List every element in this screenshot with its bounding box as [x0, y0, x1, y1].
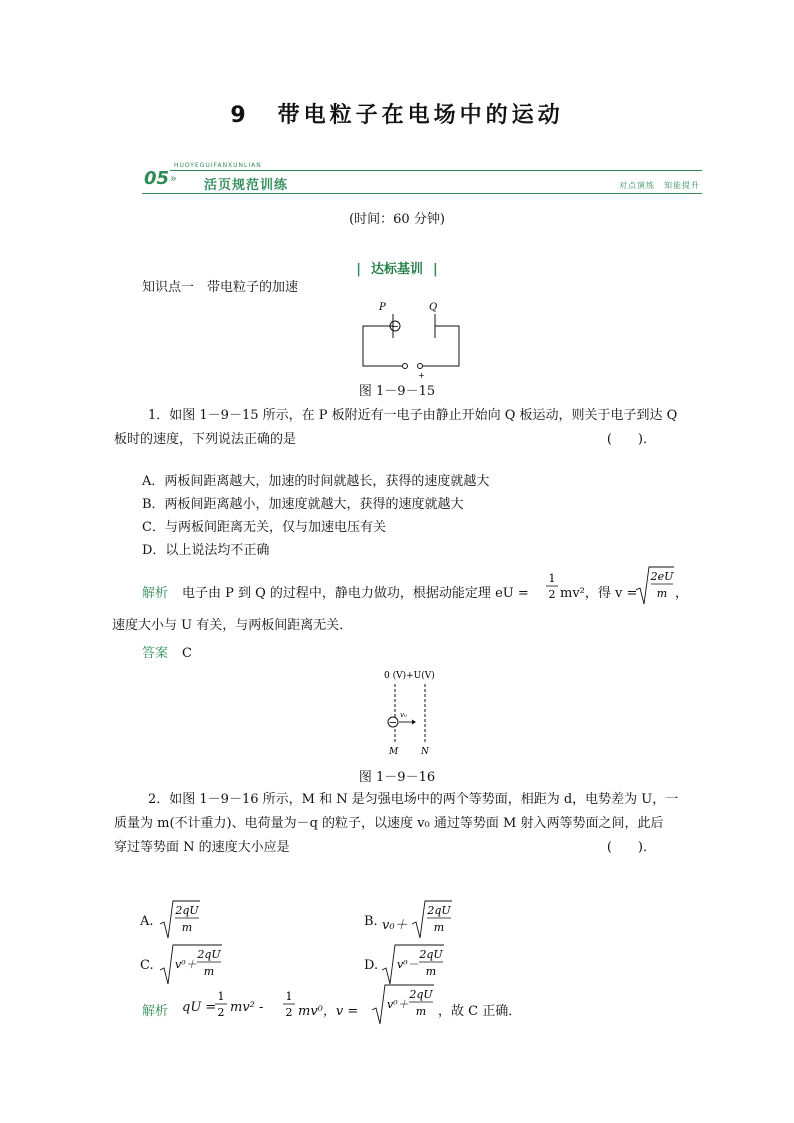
fraction-den: 2 [285, 1006, 293, 1019]
q2-analysis [142, 990, 702, 1034]
q2-option-b-sqrt [410, 898, 454, 942]
q1-answer-label: 答案 [142, 646, 169, 661]
q1-stem [114, 404, 702, 452]
section-heading [0, 258, 794, 277]
q1-line-1: 1．如图 1－9－15 所示，在 P 板附近有一电子由静止开始向 Q 板运动，则关于电子到达 Q [148, 408, 678, 423]
terminal-right [418, 364, 423, 369]
section-pipe-left: | [356, 262, 361, 277]
figure-caption-2: 图 1－9－16 [358, 770, 436, 785]
terminal-plus-label: + [418, 371, 425, 378]
q1-options [142, 470, 702, 562]
wire-right [423, 326, 459, 366]
q1-line-2: 板时的速度，下列说法正确的是 [114, 432, 297, 447]
fraction-half-2 [214, 986, 228, 1026]
q2-option-c-label: C. [140, 958, 154, 973]
q2-analysis-sqrt [370, 982, 436, 1028]
fraction-den: 2 [548, 588, 556, 601]
banner-number: 05 [144, 168, 170, 189]
banner-line-top [170, 170, 702, 171]
q1-line-2-row [114, 428, 704, 452]
sqrt-num: 2eU [650, 570, 674, 583]
sqrt-num: 2qU [409, 988, 433, 1001]
q2-option-b-label: B. [364, 914, 378, 929]
q1-answer [142, 642, 192, 666]
q2-line-1: 2．如图 1－9－16 所示，M 和 N 是匀强电场中的两个等势面，相距为 d，电势差为 U，一 [148, 792, 679, 807]
velocity-label: v₀ [400, 711, 407, 719]
q2-options [140, 898, 700, 992]
electron-charge: − [390, 321, 400, 333]
fraction-half-1 [545, 568, 559, 608]
q1-analysis-part1: 电子由 P 到 Q 的过程中，静电力做功，根据动能定理 eU = [182, 586, 529, 601]
sqrt-den: m [415, 1005, 427, 1018]
sqrt-v0sq-minus: v⁰－ [397, 958, 419, 971]
q2-analysis-label: 解析 [142, 1004, 169, 1019]
section-pipe-right: | [433, 262, 438, 277]
q1-analysis-part3: ， [675, 586, 689, 601]
sqrt-den: m [656, 587, 668, 600]
q2-option-a-sqrt [158, 898, 202, 942]
section-label: 达标基训 [370, 262, 423, 277]
q1-bracket: ( )． [606, 432, 656, 447]
q1-analysis [142, 572, 702, 612]
banner-label: 活页规范训练 [204, 178, 289, 193]
q2-analysis-c: mv⁰，v = [298, 1004, 359, 1019]
title-number: 9 [230, 103, 250, 128]
sqrt-2eU-over-m [634, 564, 674, 608]
arrow-head-icon [412, 720, 416, 725]
fraction-half-3 [282, 986, 296, 1026]
figure-1-9-16 [380, 666, 460, 762]
fraction-num: 1 [217, 990, 225, 1003]
q2-option-a-label: A. [140, 914, 154, 929]
q1-analysis-part2: mv²，得 v = [560, 586, 638, 601]
topic-heading: 知识点一 带电粒子的加速 [142, 280, 299, 295]
q2-analysis-a: qU = [182, 1000, 217, 1015]
q2-line-3-row [114, 836, 704, 860]
q1-option-d: D．以上说法均不正确 [142, 543, 270, 558]
label-q: Q [429, 302, 438, 313]
q1-answer-value: C [182, 646, 192, 661]
figure-1-9-15 [355, 298, 465, 378]
sqrt-v0sq: v⁰＋ [175, 958, 197, 971]
sqrt-num: 2qU [419, 948, 443, 961]
q1-analysis-line-2: 速度大小与 U 有关，与两板间距离无关． [112, 618, 353, 633]
sqrt-num: 2qU [427, 904, 451, 917]
time-note: (时间：60 分钟) [349, 212, 445, 227]
banner-right-text: 对点演练 知能提升 [619, 181, 700, 190]
label-p: P [379, 302, 386, 313]
title-text: 带电粒子在电场中的运动 [277, 103, 564, 128]
q1-option-b: B．两板间距离越小，加速度就越大，获得的速度就越大 [142, 497, 464, 512]
page-title [0, 98, 794, 129]
sqrt-v0sq: v⁰＋ [387, 998, 409, 1011]
q2-option-c-sqrt [158, 942, 224, 988]
q2-option-d-label: D. [364, 958, 379, 973]
label-m: M [389, 747, 399, 757]
sqrt-num: 2qU [175, 904, 199, 917]
q1-option-c: C．与两板间距离无关，仅与加速电压有关 [142, 520, 386, 535]
sqrt-den: m [433, 921, 445, 934]
fraction-num: 1 [548, 572, 556, 585]
sqrt-num: 2qU [197, 948, 221, 961]
q2-analysis-b: mv² - [230, 1000, 264, 1015]
fraction-den: 2 [217, 1006, 225, 1019]
figure-caption-1: 图 1－9－15 [358, 384, 436, 399]
q2-analysis-d: ，故 C 正确． [438, 1004, 522, 1019]
chevron-right-icon: » [170, 172, 177, 185]
fraction-num: 1 [285, 990, 293, 1003]
q2-bracket: ( )． [606, 840, 656, 855]
q1-analysis-label: 解析 [142, 586, 169, 601]
q2-line-2: 质量为 m(不计重力)、电荷量为－q 的粒子，以速度 v₀ 通过等势面 M 射入两等势面之间，此后 [114, 816, 664, 831]
q2-stem [114, 788, 702, 860]
banner-line-bottom [142, 193, 702, 194]
q2-line-3: 穿过等势面 N 的速度大小应是 [114, 840, 290, 855]
banner-pinyin: HUOYEGUIFANXUNLIAN [174, 162, 262, 169]
fig2-top-label: 0 (V)+U(V) [384, 671, 435, 681]
sqrt-den: m [425, 965, 437, 978]
terminal-left [403, 364, 408, 369]
q1-option-a: A．两板间距离越大，加速的时间就越长，获得的速度就越大 [142, 474, 490, 489]
particle-charge: − [388, 717, 398, 729]
sqrt-den: m [181, 921, 193, 934]
label-n: N [421, 747, 429, 757]
sqrt-den: m [203, 965, 215, 978]
section-banner [142, 160, 702, 196]
q2-option-b-prefix: v₀＋ [382, 918, 408, 933]
